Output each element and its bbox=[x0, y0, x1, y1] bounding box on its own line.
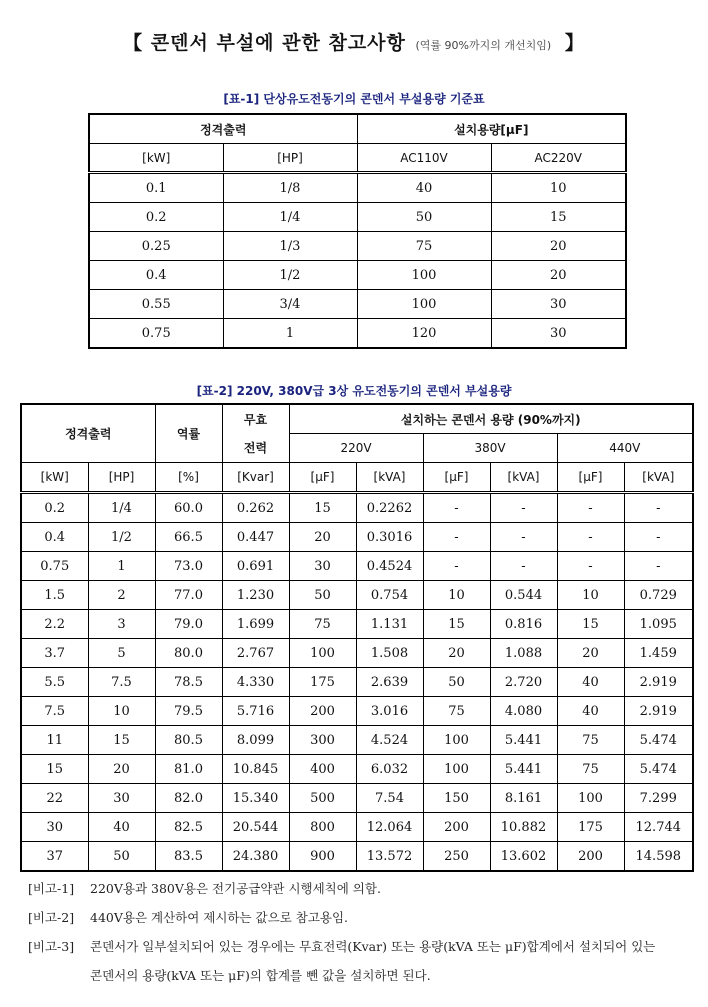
table1-subheader: [HP] bbox=[223, 144, 357, 173]
table1-cell: 50 bbox=[357, 203, 491, 232]
table2-row bbox=[21, 668, 693, 697]
table2-cell: - bbox=[423, 552, 490, 581]
table2-cell: 175 bbox=[289, 668, 356, 697]
table2-cell: 0.544 bbox=[490, 581, 557, 610]
table2-cell: 3.016 bbox=[356, 697, 423, 726]
table1-cell: 1/8 bbox=[223, 173, 357, 203]
table2-cell: - bbox=[557, 523, 624, 552]
table2-cell: 7.5 bbox=[21, 697, 88, 726]
table2-cell: 6.032 bbox=[356, 755, 423, 784]
table2-row bbox=[21, 552, 693, 581]
table2-unit-header: [kVA] bbox=[624, 463, 693, 493]
table1-cell: 20 bbox=[491, 232, 626, 261]
table2-cell: 0.816 bbox=[490, 610, 557, 639]
table2-cell: 20 bbox=[289, 523, 356, 552]
table2-row bbox=[21, 523, 693, 552]
table2-cell: 2.919 bbox=[624, 697, 693, 726]
table2-cell: 83.5 bbox=[155, 842, 222, 872]
table2-cell: 75 bbox=[557, 726, 624, 755]
table2-caption: [표-2] 220V, 380V급 3상 유도전동기의 콘덴서 부설용량 bbox=[196, 384, 512, 398]
table2-cell: 50 bbox=[423, 668, 490, 697]
table1-cell: 30 bbox=[491, 290, 626, 319]
table2-row bbox=[21, 813, 693, 842]
table2-cell: 10 bbox=[557, 581, 624, 610]
table2-cell: 1.459 bbox=[624, 639, 693, 668]
table2-row bbox=[21, 639, 693, 668]
table2-row bbox=[21, 726, 693, 755]
table2-header-voltage-380: 380V bbox=[423, 434, 557, 463]
table2-cell: 40 bbox=[557, 668, 624, 697]
table1-cell: 1/3 bbox=[223, 232, 357, 261]
table1-cell: 10 bbox=[491, 173, 626, 203]
table2-cell: 4.524 bbox=[356, 726, 423, 755]
table2-cell: 0.262 bbox=[222, 493, 289, 523]
table2-cell: 1.088 bbox=[490, 639, 557, 668]
table2-cell: 77.0 bbox=[155, 581, 222, 610]
table2-row bbox=[21, 842, 693, 872]
table2-cell: - bbox=[423, 523, 490, 552]
table2-cell: 200 bbox=[557, 842, 624, 872]
table2-cell: 500 bbox=[289, 784, 356, 813]
table2-cell: 1 bbox=[88, 552, 155, 581]
table1-row bbox=[89, 203, 626, 232]
table2-cell: 200 bbox=[423, 813, 490, 842]
note-label: [비고-1] bbox=[28, 881, 75, 896]
note-label: [비고-3] bbox=[28, 939, 75, 954]
notes bbox=[28, 874, 700, 990]
table2-cell: 0.4 bbox=[21, 523, 88, 552]
table2-cell: 30 bbox=[21, 813, 88, 842]
table1-cell: 120 bbox=[357, 319, 491, 349]
table2-cell: 10.845 bbox=[222, 755, 289, 784]
table2-cell: 10 bbox=[423, 581, 490, 610]
table2-cell: - bbox=[557, 493, 624, 523]
table2-cell: - bbox=[624, 523, 693, 552]
table2-cell: 12.064 bbox=[356, 813, 423, 842]
table1-row bbox=[89, 261, 626, 290]
table2-cell: 2 bbox=[88, 581, 155, 610]
table2-cell: 20.544 bbox=[222, 813, 289, 842]
table1-header-capacity: 설치용량[μF] bbox=[357, 114, 626, 144]
table2-cell: 40 bbox=[557, 697, 624, 726]
table1 bbox=[88, 113, 627, 349]
table2-cell: 30 bbox=[88, 784, 155, 813]
table2-row bbox=[21, 493, 693, 523]
table2-cell: 1.095 bbox=[624, 610, 693, 639]
table2-unit-header: [μF] bbox=[423, 463, 490, 493]
table2-cell: 15 bbox=[423, 610, 490, 639]
table2-cell: 15.340 bbox=[222, 784, 289, 813]
table1-row bbox=[89, 232, 626, 261]
table2-unit-header: [%] bbox=[155, 463, 222, 493]
table2-cell: 80.0 bbox=[155, 639, 222, 668]
note-label: [비고-2] bbox=[28, 910, 75, 925]
table2-cell: 40 bbox=[88, 813, 155, 842]
table2-unit-header: [kVA] bbox=[356, 463, 423, 493]
table1-cell: 1 bbox=[223, 319, 357, 349]
table1-cell: 0.4 bbox=[89, 261, 223, 290]
table2-unit-header: [μF] bbox=[289, 463, 356, 493]
table2-cell: 400 bbox=[289, 755, 356, 784]
table2-cell: 1.508 bbox=[356, 639, 423, 668]
table2-cell: 150 bbox=[423, 784, 490, 813]
table2-cell: 100 bbox=[423, 726, 490, 755]
table2-cell: 20 bbox=[88, 755, 155, 784]
table2-header-rated-output: 정격출력 bbox=[21, 404, 155, 463]
table2-cell: 80.5 bbox=[155, 726, 222, 755]
table2-row bbox=[21, 784, 693, 813]
table2-cell: 1.230 bbox=[222, 581, 289, 610]
note-text: 440V용은 계산하여 제시하는 값으로 참고용임. bbox=[90, 910, 349, 925]
table2-cell: 79.0 bbox=[155, 610, 222, 639]
table2-cell: 20 bbox=[423, 639, 490, 668]
table2-cell: 250 bbox=[423, 842, 490, 872]
table2-cell: 0.4524 bbox=[356, 552, 423, 581]
table2-cell: - bbox=[423, 493, 490, 523]
table2-cell: 175 bbox=[557, 813, 624, 842]
table2-cell: 8.161 bbox=[490, 784, 557, 813]
table2-cell: 2.720 bbox=[490, 668, 557, 697]
table1-cell: 75 bbox=[357, 232, 491, 261]
table1-cell: 0.75 bbox=[89, 319, 223, 349]
table2-cell: 0.447 bbox=[222, 523, 289, 552]
table2-cell: 13.602 bbox=[490, 842, 557, 872]
note-3-continuation: 콘덴서의 용량(kVA 또는 μF)의 합계를 뺀 값을 설치하면 된다. bbox=[90, 968, 431, 983]
table1-subheader: AC110V bbox=[357, 144, 491, 173]
table2-cell: 0.2262 bbox=[356, 493, 423, 523]
table2-cell: 5.5 bbox=[21, 668, 88, 697]
table2-cell: - bbox=[490, 552, 557, 581]
title-open-bracket: 【 bbox=[123, 32, 144, 54]
table2-cell: 100 bbox=[557, 784, 624, 813]
table2-unit-header: [μF] bbox=[557, 463, 624, 493]
table2-cell: 60.0 bbox=[155, 493, 222, 523]
table2-cell: 75 bbox=[423, 697, 490, 726]
table2-unit-header: [kW] bbox=[21, 463, 88, 493]
table2-cell: 22 bbox=[21, 784, 88, 813]
table2-row bbox=[21, 610, 693, 639]
table2-cell: 100 bbox=[289, 639, 356, 668]
table1-row bbox=[89, 173, 626, 203]
table2-row bbox=[21, 697, 693, 726]
table2-cell: 5.441 bbox=[490, 726, 557, 755]
table2-cell: 4.080 bbox=[490, 697, 557, 726]
table1-caption: [표-1] 단상유도전동기의 콘덴서 부설용량 기준표 bbox=[223, 92, 485, 106]
table2-row bbox=[21, 581, 693, 610]
table2-cell: 3.7 bbox=[21, 639, 88, 668]
table2-cell: 0.691 bbox=[222, 552, 289, 581]
table2-cell: 50 bbox=[289, 581, 356, 610]
table1-cell: 100 bbox=[357, 261, 491, 290]
table2-cell: 3 bbox=[88, 610, 155, 639]
table2-cell: 73.0 bbox=[155, 552, 222, 581]
table2-cell: 5.474 bbox=[624, 755, 693, 784]
table2-cell: 1.699 bbox=[222, 610, 289, 639]
table1-cell: 40 bbox=[357, 173, 491, 203]
table2-unit-header: [kVA] bbox=[490, 463, 557, 493]
table2-header-capacity: 설치하는 콘덴서 용량 (90%까지) bbox=[289, 404, 693, 434]
table1-cell: 15 bbox=[491, 203, 626, 232]
table2-cell: 1/2 bbox=[88, 523, 155, 552]
table1-cell: 30 bbox=[491, 319, 626, 349]
table2-cell: 10.882 bbox=[490, 813, 557, 842]
table2-cell: 82.0 bbox=[155, 784, 222, 813]
table1-subheader: AC220V bbox=[491, 144, 626, 173]
table1-cell: 3/4 bbox=[223, 290, 357, 319]
table2-cell: 15 bbox=[21, 755, 88, 784]
table2-cell: 13.572 bbox=[356, 842, 423, 872]
table2-cell: 50 bbox=[88, 842, 155, 872]
table2-cell: 200 bbox=[289, 697, 356, 726]
table1-cell: 0.55 bbox=[89, 290, 223, 319]
table2-cell: 800 bbox=[289, 813, 356, 842]
table2-cell: 1/4 bbox=[88, 493, 155, 523]
table1-cell: 0.25 bbox=[89, 232, 223, 261]
table2-cell: 30 bbox=[289, 552, 356, 581]
table2-cell: 79.5 bbox=[155, 697, 222, 726]
table2-cell: 81.0 bbox=[155, 755, 222, 784]
table2-cell: 8.099 bbox=[222, 726, 289, 755]
table2-cell: 12.744 bbox=[624, 813, 693, 842]
table2-row bbox=[21, 755, 693, 784]
note-1 bbox=[28, 874, 700, 903]
table2-header-reactive-line2: 전력 bbox=[222, 434, 289, 463]
table2-cell: 100 bbox=[423, 755, 490, 784]
table2-cell: 7.299 bbox=[624, 784, 693, 813]
table1-cell: 1/2 bbox=[223, 261, 357, 290]
table2-cell: 78.5 bbox=[155, 668, 222, 697]
table1-cell: 0.2 bbox=[89, 203, 223, 232]
title-close-bracket: 】 bbox=[564, 32, 585, 54]
table2-cell: 5.716 bbox=[222, 697, 289, 726]
table2-cell: 14.598 bbox=[624, 842, 693, 872]
table2-cell: 5.474 bbox=[624, 726, 693, 755]
table2-cell: 900 bbox=[289, 842, 356, 872]
table2-cell: 37 bbox=[21, 842, 88, 872]
table2-cell: - bbox=[624, 493, 693, 523]
table1-cell: 1/4 bbox=[223, 203, 357, 232]
table2-cell: - bbox=[490, 523, 557, 552]
table2-cell: 10 bbox=[88, 697, 155, 726]
table2-cell: 20 bbox=[557, 639, 624, 668]
note-2 bbox=[28, 903, 700, 932]
table2-cell: 5.441 bbox=[490, 755, 557, 784]
note-text: 콘덴서가 일부설치되어 있는 경우에는 무효전력(Kvar) 또는 용량(kVA 또는 μF)합계에서 설치되어 있는 bbox=[90, 939, 656, 954]
table2-cell: 15 bbox=[289, 493, 356, 523]
table2-cell: 15 bbox=[88, 726, 155, 755]
table2-cell: 300 bbox=[289, 726, 356, 755]
table2-cell: 0.729 bbox=[624, 581, 693, 610]
note-text: 220V용과 380V용은 전기공급약관 시행세칙에 의함. bbox=[90, 881, 381, 896]
table1-cell: 100 bbox=[357, 290, 491, 319]
table2-unit-header: [HP] bbox=[88, 463, 155, 493]
table2-cell: 1.131 bbox=[356, 610, 423, 639]
table2-cell: 11 bbox=[21, 726, 88, 755]
table2-unit-header: [Kvar] bbox=[222, 463, 289, 493]
table2-header-power-factor: 역률 bbox=[155, 404, 222, 463]
table2-cell: 82.5 bbox=[155, 813, 222, 842]
table2-cell: 5 bbox=[88, 639, 155, 668]
table1-cell: 0.1 bbox=[89, 173, 223, 203]
table2-cell: 24.380 bbox=[222, 842, 289, 872]
table2-cell: 2.919 bbox=[624, 668, 693, 697]
table1-row bbox=[89, 290, 626, 319]
table2-cell: 4.330 bbox=[222, 668, 289, 697]
table2-header-voltage-220: 220V bbox=[289, 434, 423, 463]
table2-cell: 0.2 bbox=[21, 493, 88, 523]
table1-subheader: [kW] bbox=[89, 144, 223, 173]
table2-cell: 7.5 bbox=[88, 668, 155, 697]
table2 bbox=[20, 403, 694, 872]
table2-cell: 2.2 bbox=[21, 610, 88, 639]
table2-cell: 2.767 bbox=[222, 639, 289, 668]
table2-cell: 75 bbox=[289, 610, 356, 639]
title-main: 콘덴서 부설에 관한 참고사항 bbox=[150, 32, 406, 54]
table2-cell: 75 bbox=[557, 755, 624, 784]
table2-header-voltage-440: 440V bbox=[557, 434, 693, 463]
table2-cell: 0.3016 bbox=[356, 523, 423, 552]
page-title bbox=[0, 28, 708, 55]
table2-cell: 0.754 bbox=[356, 581, 423, 610]
table1-cell: 20 bbox=[491, 261, 626, 290]
table2-cell: 1.5 bbox=[21, 581, 88, 610]
table2-cell: 0.75 bbox=[21, 552, 88, 581]
table1-header-rated-output: 정격출력 bbox=[89, 114, 357, 144]
table2-cell: - bbox=[624, 552, 693, 581]
table1-row bbox=[89, 319, 626, 349]
table2-cell: - bbox=[490, 493, 557, 523]
table2-cell: - bbox=[557, 552, 624, 581]
table2-cell: 2.639 bbox=[356, 668, 423, 697]
note-3 bbox=[28, 932, 700, 961]
table2-cell: 7.54 bbox=[356, 784, 423, 813]
table2-cell: 66.5 bbox=[155, 523, 222, 552]
title-sub: (역률 90%까지의 개선치임) bbox=[415, 39, 552, 52]
table2-header-reactive-line1: 무효 bbox=[222, 404, 289, 434]
table2-cell: 15 bbox=[557, 610, 624, 639]
